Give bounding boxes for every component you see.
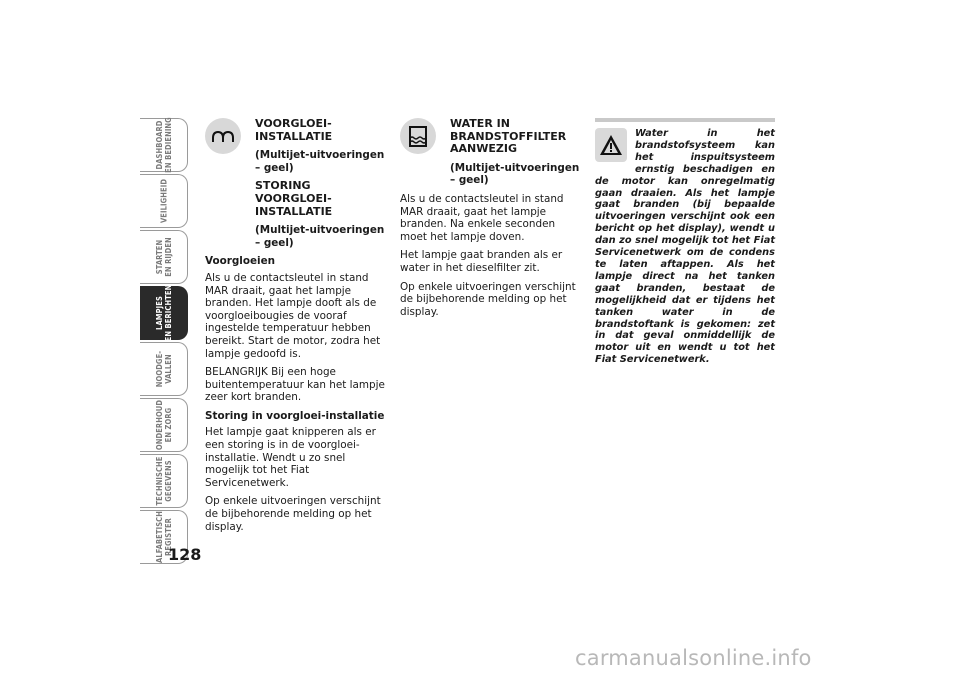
paragraph: Het lampje gaat knipperen als er een storing is in de voorgloei-installatie. Wendt u zo snel mogelijk tot het Fiat Servicenetwerk.	[205, 426, 376, 489]
tab-alfabetisch[interactable]: ALFABETISCH REGISTER	[140, 510, 188, 564]
page-number: 128	[168, 545, 202, 564]
tab-technische[interactable]: TECHNISCHE GEGEVENS	[140, 454, 188, 508]
tab-noodgevallen[interactable]: NOODGE- VALLEN	[140, 342, 188, 396]
fault-heading: Storing in voorgloei-installatie	[205, 409, 385, 422]
water-in-fuel-subtitle: (Multijet-uitvoeringen – geel)	[450, 161, 580, 187]
watermark: carmanualsonline.info	[575, 646, 812, 670]
tab-onderhoud[interactable]: ONDERHOUD EN ZORG	[140, 398, 188, 452]
glow-plug-subtitle: (Multijet-uitvoeringen – geel)	[255, 149, 385, 174]
paragraph: Als u de contactsleutel in stand MAR draait, gaat het lampje branden. Het lampje dooft als de voorgloeibougies de vooraf ingestelde temperatuur hebben bereikt. Start de motor, zodra het lampje gedoofd is.	[205, 271, 381, 360]
paragraph: Als u de contactsleutel in stand MAR draait, gaat het lampje branden. Na enkele seconden moet het lampje doven.	[400, 192, 564, 243]
warning-text: Water in het brandstofsysteem kan het inspuitsysteem ernstig beschadigen en de motor kan onregelmatig gaan draaien. Als het lampje gaat branden (bij bepaalde uitvoeringen verschijnt ook een bericht op het display), wendt u dan zo snel mogelijk tot het Fiat Servicenetwerk om de condens te laten aftappen. Als het lampje direct na het tanken gaat branden, bestaat de mogelijkheid dat er tijdens het tanken water in de brandstoftank is gekomen: zet in dat geval onmiddellijk de motor uit en wendt u tot het Fiat Servicenetwerk.	[595, 128, 775, 366]
tab-veiligheid[interactable]: VEILIGHEID	[140, 174, 188, 228]
glow-plug-section	[205, 118, 385, 539]
glow-plug-fault-title: STORING VOORGLOEI- INSTALLATIE	[255, 179, 333, 218]
tab-starten[interactable]: STARTEN EN RIJDEN	[140, 230, 188, 284]
warning-triangle-icon	[595, 128, 627, 162]
paragraph: Het lampje gaat branden als er water in het dieselfilter zit.	[400, 249, 563, 274]
water-in-fuel-title: WATER IN BRANDSTOFFILTER AANWEZIG	[450, 117, 567, 156]
paragraph: BELANGRIJK Bij een hoge buitentemperatuur kan het lampje zeer kort branden.	[205, 366, 385, 404]
preheat-heading: Voorgloeien	[205, 255, 276, 268]
glow-plug-fault-subtitle: (Multijet-uitvoeringen – geel)	[255, 224, 385, 249]
glow-plug-title: VOORGLOEI- INSTALLATIE	[255, 117, 333, 143]
paragraph: Op enkele uitvoeringen verschijnt de bijbehorende melding op het display.	[400, 280, 576, 318]
tab-lampjes[interactable]: LAMPJES EN BERICHTEN	[140, 286, 188, 340]
tab-dashboard[interactable]: DASHBOARD EN BEDIENING	[140, 118, 188, 172]
water-in-fuel-section	[400, 118, 580, 324]
paragraph: Op enkele uitvoeringen verschijnt de bijbehorende melding op het display.	[205, 495, 381, 533]
warning-box	[595, 118, 775, 366]
